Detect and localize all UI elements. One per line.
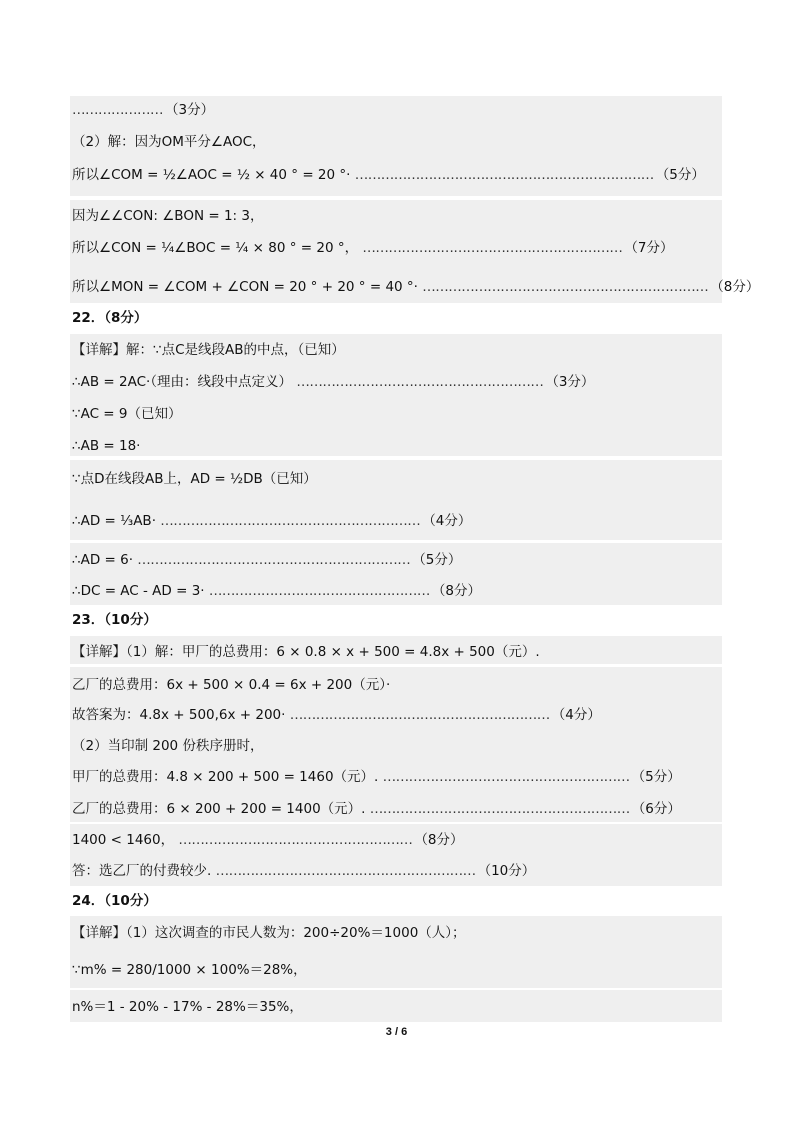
solution-line — [72, 341, 345, 359]
line-text: ∵点D在线段AB上，AD = ½DB（已知） — [72, 471, 317, 487]
solution-line — [72, 737, 263, 755]
leader-dots: …………………………………………………… — [215, 863, 476, 879]
leader-dots: ……………………………………………… — [178, 832, 413, 848]
leader-dots: …………………………………………………… — [289, 707, 550, 723]
score-mark: （8分） — [710, 279, 760, 295]
line-text: 所以∠COM = ½∠AOC = ½ × 40 ° = 20 °· — [72, 167, 351, 183]
score-mark: （3分） — [165, 102, 215, 118]
score-mark: （7分） — [624, 240, 674, 256]
score-mark: （5分） — [655, 167, 705, 183]
solution-line — [72, 676, 390, 694]
solution-line — [72, 133, 266, 151]
score-mark: （5分） — [412, 552, 462, 568]
solution-line — [72, 166, 705, 184]
line-text: 所以∠CON = ¼∠BOC = ¼ × 80 ° = 20 °， — [72, 240, 359, 256]
line-text: 所以∠MON = ∠COM + ∠CON = 20 ° + 20 ° = 40 °· — [72, 279, 418, 295]
score-mark: （10分） — [477, 863, 536, 879]
solution-line — [72, 862, 535, 880]
line-text: ∴AB = 18· — [72, 438, 141, 454]
heading-text: 24．（10分） — [72, 893, 157, 909]
line-text: ∴AB = 2AC·（理由：线段中点定义） — [72, 374, 293, 390]
score-mark: （6分） — [631, 801, 681, 817]
question-heading — [72, 892, 157, 910]
line-text: 答：选乙厂的付费较少. — [72, 863, 212, 879]
solution-line — [72, 278, 759, 296]
leader-dots: …………………………………………………… — [369, 801, 630, 817]
question-heading — [72, 309, 147, 327]
solution-line — [72, 101, 214, 119]
line-text: ∵AC = 9（已知） — [72, 406, 182, 422]
solution-line — [72, 831, 464, 849]
solution-line — [72, 800, 681, 818]
solution-line — [72, 582, 481, 600]
score-mark: （8分） — [431, 583, 481, 599]
leader-dots: …………………………………………………… — [362, 240, 623, 256]
leader-dots: …………………………………………………………… — [354, 167, 654, 183]
score-mark: （4分） — [551, 707, 601, 723]
line-text: ∵m% = 280/1000 × 100%＝28%， — [72, 962, 307, 978]
solution-line — [72, 207, 263, 225]
line-text: 故答案为：4.8x + 500,6x + 200· — [72, 707, 286, 723]
solution-line — [72, 437, 140, 455]
solution-line — [72, 470, 317, 488]
line-text: n%＝1 - 20% - 17% - 28%＝35%， — [72, 999, 303, 1015]
solution-line — [72, 961, 307, 979]
line-text: （2）解：因为OM平分∠AOC， — [72, 134, 266, 150]
line-text: 【详解】（1）解：甲厂的总费用：6 × 0.8 × x + 500 = 4.8x + 500（元）. — [72, 644, 540, 660]
solution-line — [72, 924, 466, 942]
score-mark: （5分） — [631, 769, 681, 785]
line-text: 甲厂的总费用：4.8 × 200 + 500 = 1460（元）. — [72, 769, 379, 785]
line-text: ∴AD = 6· — [72, 552, 133, 568]
line-text: 因为∠∠CON: ∠BON = 1: 3， — [72, 208, 264, 224]
solution-line — [72, 998, 303, 1016]
line-text: ∴AD = ⅓AB· — [72, 513, 156, 529]
page-number: 3 / 6 — [385, 1026, 408, 1038]
line-text: ∴DC = AC - AD = 3· — [72, 583, 205, 599]
solution-line — [72, 551, 461, 569]
question-heading — [72, 611, 157, 629]
solution-line — [72, 768, 681, 786]
score-mark: （8分） — [414, 832, 464, 848]
solution-line — [72, 373, 594, 391]
solution-line — [72, 239, 674, 257]
leader-dots: ………………………………………………… — [382, 769, 630, 785]
leader-dots: ………………… — [72, 102, 163, 118]
solution-line — [72, 512, 471, 530]
line-text: 1400 < 1460， — [72, 832, 175, 848]
line-text: 【详解】（1）这次调查的市民人数为：200÷20%＝1000（人）； — [72, 925, 466, 941]
leader-dots: ……………………………………………………… — [137, 552, 411, 568]
score-mark: （3分） — [545, 374, 595, 390]
line-text: 乙厂的总费用：6 × 200 + 200 = 1400（元）. — [72, 801, 366, 817]
leader-dots: ………………………………………………… — [296, 374, 544, 390]
solution-line — [72, 643, 540, 661]
solution-line — [72, 405, 182, 423]
leader-dots: ………………………………………………………… — [422, 279, 709, 295]
score-mark: （4分） — [422, 513, 472, 529]
solution-line — [72, 706, 601, 724]
line-text: 【详解】解：∵点C是线段AB的中点，（已知） — [72, 342, 345, 358]
line-text: （2）当印制 200 份秩序册时， — [72, 738, 264, 754]
leader-dots: …………………………………………………… — [160, 513, 421, 529]
leader-dots: …………………………………………… — [208, 583, 430, 599]
heading-text: 23．（10分） — [72, 612, 157, 628]
heading-text: 22．（8分） — [72, 310, 148, 326]
line-text: 乙厂的总费用：6x + 500 × 0.4 = 6x + 200（元）· — [72, 677, 391, 693]
